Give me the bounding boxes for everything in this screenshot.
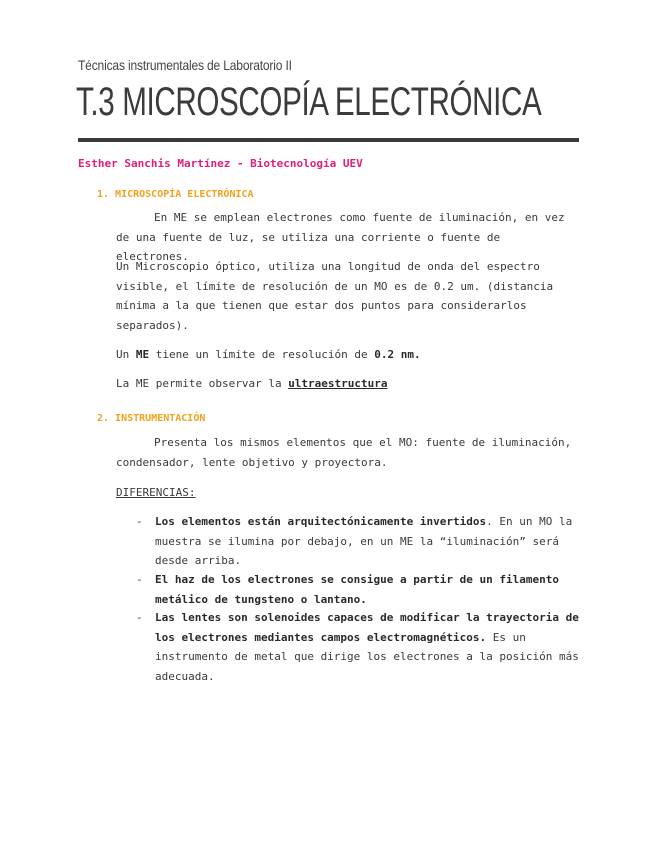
differences-label: DIFERENCIAS: [116, 486, 196, 499]
ultraestructura-term: ultraestructura [288, 377, 388, 390]
list-bullet: - [136, 611, 143, 624]
section-1-paragraph-4: La ME permite observar la ultraestructura [116, 377, 388, 390]
section-1-paragraph-3: Un ME tiene un límite de resolución de 0.2 nm. [116, 348, 421, 361]
title-divider [78, 138, 579, 142]
author-line: Esther Sanchis Martínez - Biotecnología UEV [78, 157, 363, 170]
section-1-paragraph-1: En ME se emplean electrones como fuente de iluminación, en vez de una fuente de luz, se utiliza una corriente o fuente de electrones. [116, 211, 565, 263]
list-bullet: - [136, 515, 143, 528]
list-bullet: - [136, 573, 143, 586]
section-1-paragraph-2: Un Microscopio óptico, utiliza una longitud de onda del espectro visible, el límite de resolución de un MO es de 0.2 um. (distancia mínima a la que tienen que estar dos puntos para considerarlos separados). [116, 260, 554, 332]
section-1-heading: 1. MICROSCOPÍA ELECTRÓNICA [97, 189, 254, 200]
section-2-paragraph-1: Presenta los mismos elementos que el MO: fuente de iluminación, condensador, lente objetivo y proyectora. [116, 436, 572, 469]
document-subtitle: Técnicas instrumentales de Laboratorio II [78, 57, 292, 73]
document-title: T.3 MICROSCOPÍA ELECTRÓNICA [76, 80, 542, 124]
document-page: Técnicas instrumentales de Laboratorio II T.3 MICROSCOPÍA ELECTRÓNICA Esther Sanchis Martínez - Biotecnología UEV 1. MICROSCOPÍA ELECTRÓNICA En ME se emplean electrones como fuente de iluminación, en vez de una fuente de luz, se utiliza una corriente o fuente de electrones. Un Microscopio óptico, utiliza una longitud de onda del espectro visible, el límite de resolución de un MO es de 0.2 um. (distancia mínima a la que tienen que estar dos puntos para considerarlos separados). Un ME tiene un límite de resolución de 0.2 nm. La ME permite observar la ultraestructura 2. INSTRUMENTACIÓN Presenta los mismos elementos que el MO: fuente de iluminación, condensador, lente objetivo y proyectora. DIFERENCIAS: - Los elementos están arquitectónicamente invertidos. En un MO la muestra se ilumina por debajo, en un ME la “iluminación” será desde arriba. - El haz de los electrones se consigue a partir de un filamento metálico de tungsteno o lantano. - Las lentes son solenoides capaces de modificar la trayectoria de los electrones mediantes campos electromagnéticos. Es un instrumento de metal que dirige los electrones a la posición más adecuada. [76, 57, 579, 683]
section-2-heading: 2. INSTRUMENTACIÓN [97, 413, 206, 424]
